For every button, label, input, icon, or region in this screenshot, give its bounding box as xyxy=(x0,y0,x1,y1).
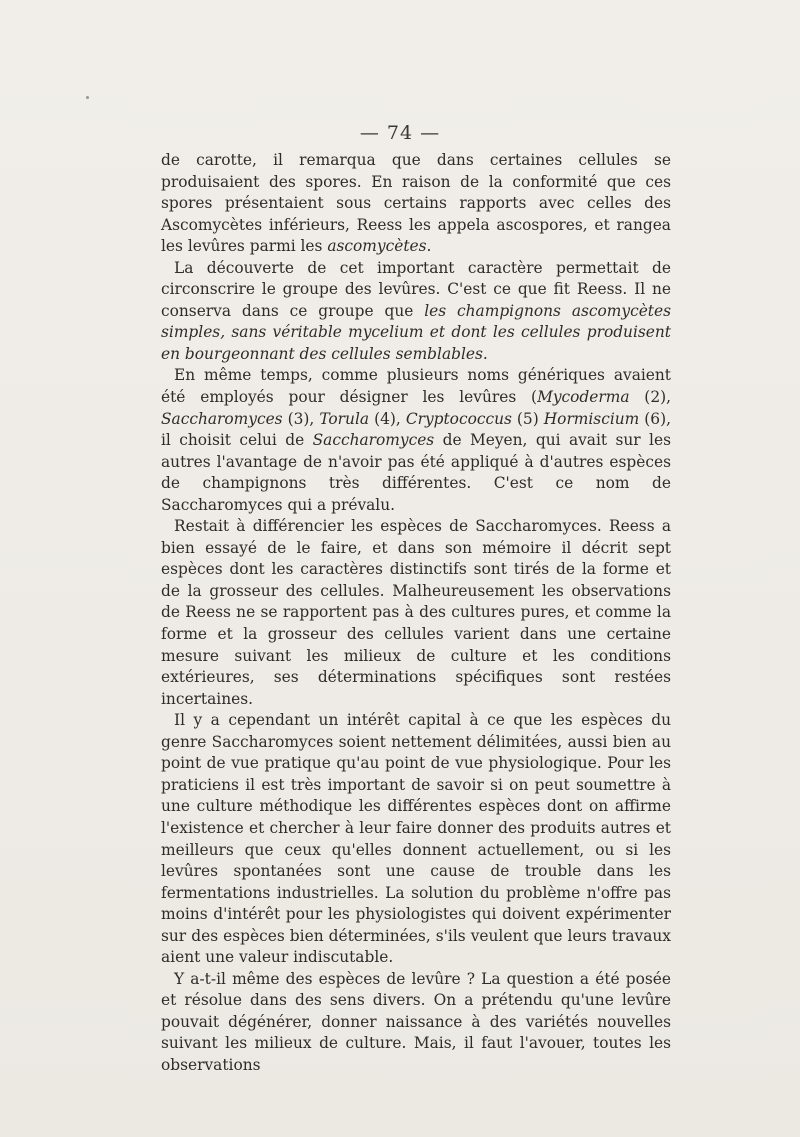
paragraph xyxy=(161,258,671,366)
page-number: — 74 — xyxy=(359,122,441,144)
italic-text: Saccharomyces xyxy=(312,431,435,450)
italic-text: Cryptococcus xyxy=(405,409,512,428)
text-run: . xyxy=(482,344,488,363)
text-run: (5) xyxy=(511,409,544,428)
text-run: Y a-t-il même des espèces de levûre ? La question a été posée et résolue dans des sens divers. On a prétendu qu'une levûre pouvait dégénérer, donner naissance à des variétés nouvelles suivant les milieux de culture. Mais, il faut l'avouer, toutes les observations xyxy=(161,969,671,1074)
text-run: En même temps, comme plusieurs noms génériques avaient été employés pour désigner les levûres ( xyxy=(161,366,671,407)
text-run: de Meyen, qui avait sur les autres l'avantage de n'avoir pas été appliqué à d'autres espèces de champignons très différentes. C'est ce nom de Saccharomyces qui a prévalu. xyxy=(161,431,671,514)
paragraph xyxy=(161,150,671,258)
italic-text: Hormiscium xyxy=(543,409,640,428)
text-run: de carotte, il remarqua que dans certaines cellules se produisaient des spores. En raison de la conformité que ces spores présentaient sous certains rapports avec celles des Ascomycètes inférieurs, Reess les appela ascospores, et rangea les levûres parmi les xyxy=(161,151,671,256)
text-run: (2), xyxy=(629,388,672,407)
paragraph xyxy=(161,710,671,969)
italic-text: les champignons ascomycètes simples, sans véritable mycelium et dont les cellules produisent en bourgeonnant des cellules semblables xyxy=(161,301,671,363)
text-run: (4), xyxy=(369,409,406,428)
paragraph xyxy=(161,365,671,516)
paragraph xyxy=(161,516,671,710)
italic-text: Mycoderma xyxy=(537,388,630,407)
italic-text: Torula xyxy=(319,409,370,428)
paragraph xyxy=(161,969,671,1077)
text-run: . xyxy=(426,237,432,256)
text-run: Restait à différencier les espèces de Saccharomyces. Reess a bien essayé de le faire, et dans son mémoire il décrit sept espèces dont les caractères distinctifs sont tirés de la forme et de la grosseur des cellules. Malheureusement les observations de Reess ne se rapportent pas à des cultures pures, et comme la forme et la grosseur des cellules varient dans une certaine mesure suivant les milieux de culture et les conditions extérieures, ses déterminations spécifiques sont restées incertaines. xyxy=(161,517,671,708)
italic-text: Saccharomyces xyxy=(161,409,283,428)
text-run: (6), il choisit celui de xyxy=(161,409,671,450)
text-run: Il y a cependant un intérêt capital à ce que les espèces du genre Saccharomyces soient nettement délimitées, aussi bien au point de vue pratique qu'au point de vue physiologique. Pour les praticiens il est très important de savoir si on peut soumettre à une culture méthodique les différentes espèces dont on affirme l'existence et chercher à leur faire donner des produits autres et meilleurs que ceux qu'elles donnent actuellement, ou si les levûres spontanées sont une cause de trouble dans les fermentations industrielles. La solution du problème n'offre pas moins d'intérêt pour les physiologistes qui doivent expérimenter sur des espèces bien déterminées, s'ils veulent que leurs travaux aient une valeur indiscutable. xyxy=(161,711,671,967)
body-text xyxy=(161,150,671,1077)
italic-text: ascomycètes xyxy=(327,237,427,256)
text-run: La découverte de cet important caractère permettait de circonscrire le groupe des levûres. C'est ce que fit Reess. Il ne conserva dans ce groupe que xyxy=(161,258,671,320)
text-run: (3), xyxy=(282,409,320,428)
paper-speck xyxy=(86,96,89,99)
